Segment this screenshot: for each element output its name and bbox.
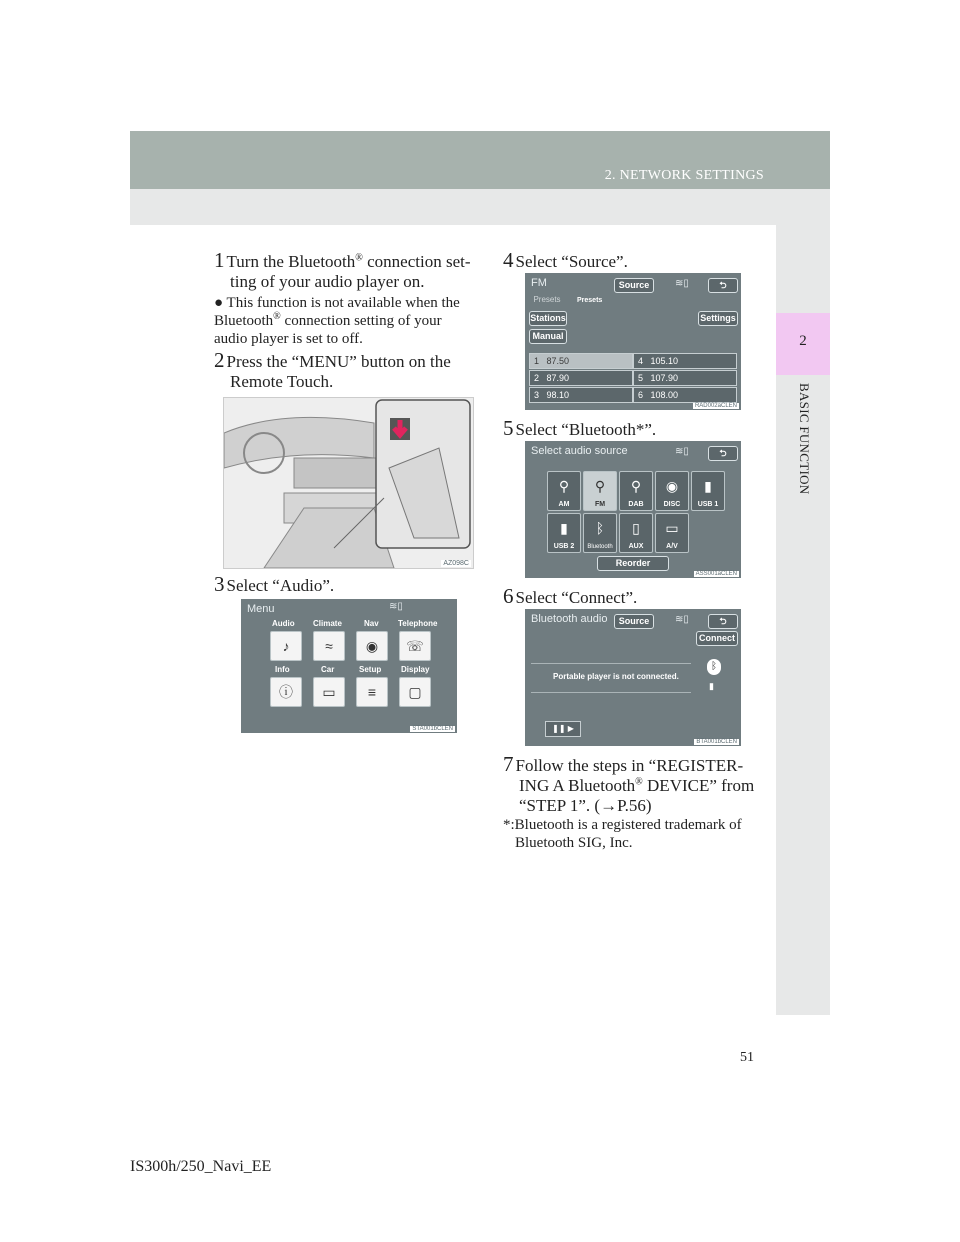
setup-button[interactable]: ≡ — [356, 677, 388, 707]
settings-button[interactable]: Settings — [698, 311, 738, 326]
nav-button[interactable]: ◉ — [356, 631, 388, 661]
car-button[interactable]: ▭ — [313, 677, 345, 707]
audio-button[interactable]: ♪ — [270, 631, 302, 661]
bt-audio-title: Bluetooth audio — [531, 613, 608, 625]
remote-touch-figure — [223, 397, 474, 569]
header-subband — [130, 189, 830, 225]
figure-code: RAD002aCLEN — [694, 403, 737, 409]
source-usb1[interactable]: ▮ USB 1 — [691, 471, 725, 511]
menu-nav-label: Nav — [364, 619, 379, 628]
menu-display-label: Display — [401, 665, 430, 674]
display-button[interactable]: ▢ — [399, 677, 431, 707]
chapter-number: 2 — [799, 333, 807, 349]
step-2: 2 Press the “MENU” button on the Remote Touch. — [214, 348, 451, 391]
back-button[interactable]: ⮌ — [708, 614, 738, 629]
menu-audio-label: Audio — [272, 619, 295, 628]
back-button[interactable]: ⮌ — [708, 278, 738, 293]
fm-title: FM — [531, 277, 547, 289]
menu-title: Menu — [247, 603, 275, 615]
select-source-title: Select audio source — [531, 445, 628, 457]
model-code: IS300h/250_Navi_EE — [130, 1158, 272, 1175]
presets-tab[interactable]: Presets — [533, 295, 561, 304]
cabin-illustration — [224, 398, 473, 568]
source-button[interactable]: Source — [614, 278, 654, 293]
telephone-button[interactable]: ☏ — [399, 631, 431, 661]
step-4: 4 Select “Source”. — [503, 248, 628, 272]
preset-3[interactable]: 3 98.10 — [529, 387, 633, 403]
source-button[interactable]: Source — [614, 614, 654, 629]
bluetooth-audio-screen — [525, 609, 741, 746]
signal-icon: ≋▯ — [675, 446, 689, 457]
play-pause-button[interactable]: ❚❚ ▶ — [545, 721, 581, 737]
signal-icon: ≋▯ — [675, 614, 689, 625]
preset-4[interactable]: 4 105.10 — [633, 353, 737, 369]
preset-1[interactable]: 1 87.50 — [529, 353, 633, 369]
reorder-button[interactable]: Reorder — [597, 556, 669, 571]
footnote: *:Bluetooth is a registered trademark of Bluetooth SIG, Inc. — [503, 817, 742, 851]
menu-screen — [241, 599, 457, 733]
preset-5[interactable]: 5 107.90 — [633, 370, 737, 386]
bluetooth-icon: ᛒ — [707, 659, 721, 675]
preset-6[interactable]: 6 108.00 — [633, 387, 737, 403]
figure-code: BTA001bCLEN — [696, 739, 737, 745]
source-aux[interactable]: ▯ AUX — [619, 513, 653, 553]
presets-label: Presets — [577, 297, 603, 304]
source-fm[interactable]: ⚲ FM — [583, 471, 617, 511]
menu-info-label: Info — [275, 665, 290, 674]
step-3: 3 Select “Audio”. — [214, 572, 335, 596]
manual-button[interactable]: Manual — [529, 329, 567, 344]
select-source-screen — [525, 441, 741, 578]
signal-icon: ≋▯ — [389, 601, 403, 612]
not-connected-message: Portable player is not connected. — [553, 672, 679, 681]
section-title: 2. NETWORK SETTINGS — [604, 168, 764, 183]
source-am[interactable]: ⚲ AM — [547, 471, 581, 511]
stations-button[interactable]: Stations — [529, 311, 567, 326]
figure-code: STA001bCLEN — [412, 726, 453, 732]
source-bluetooth[interactable]: ᛒ Bluetooth — [583, 513, 617, 553]
step-5: 5 Select “Bluetooth*”. — [503, 416, 657, 440]
page-number: 51 — [740, 1050, 754, 1065]
source-dab[interactable]: ⚲ DAB — [619, 471, 653, 511]
fm-screen — [525, 273, 741, 410]
figure-code: AZ098C — [443, 560, 469, 567]
source-av[interactable]: ▭ A/V — [655, 513, 689, 553]
step-6: 6 Select “Connect”. — [503, 584, 638, 608]
note: ● This function is not available when the Bluetooth® connection setting of your audio player is set to off. — [214, 295, 460, 347]
preset-2[interactable]: 2 87.90 — [529, 370, 633, 386]
step-1: 1 Turn the Bluetooth® connection set- ting of your audio player on. — [214, 248, 471, 291]
info-button[interactable]: ⓘ — [270, 677, 302, 707]
source-disc[interactable]: ◉ DISC — [655, 471, 689, 511]
figure-code: ASS001aCLEN — [695, 571, 737, 577]
source-usb2[interactable]: ▮ USB 2 — [547, 513, 581, 553]
connect-button[interactable]: Connect — [696, 631, 738, 646]
battery-icon: ▮ — [709, 681, 714, 691]
back-button[interactable]: ⮌ — [708, 446, 738, 461]
chapter-label: BASIC FUNCTION — [797, 383, 812, 495]
menu-car-label: Car — [321, 665, 335, 674]
menu-setup-label: Setup — [359, 665, 382, 674]
step-7: 7 Follow the steps in “REGISTER- ING A Bluetooth® DEVICE” from “STEP 1”. (→P.56) — [503, 752, 755, 815]
message-area — [531, 663, 691, 693]
signal-icon: ≋▯ — [675, 278, 689, 289]
menu-telephone-label: Telephone — [398, 619, 438, 628]
climate-button[interactable]: ≈ — [313, 631, 345, 661]
menu-climate-label: Climate — [313, 619, 342, 628]
